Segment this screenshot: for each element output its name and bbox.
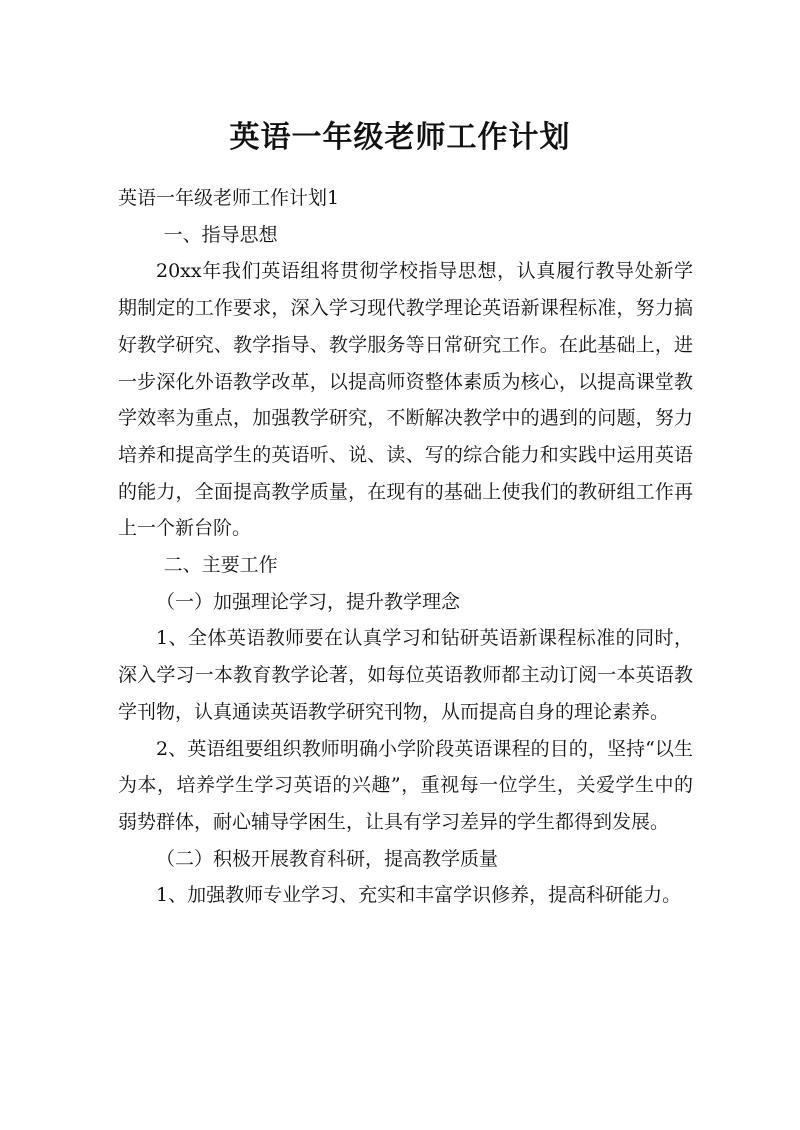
- document-subtitle: 英语一年级老师工作计划1: [118, 187, 340, 209]
- subsection-heading-theory-study: （一）加强理论学习，提升教学理念: [156, 590, 461, 613]
- list-item-2: 2、英语组要组织教师明确小学阶段英语课程的目的，坚持“以生为本，培养学生学习英语的兴趣”，重视每一位学生，关爱学生中的弱势群体，耐心辅导学困生，让具有学习差异的学生都得到发展。: [118, 737, 693, 833]
- section-heading-guiding-ideology: 一、指导思想: [163, 223, 278, 246]
- list-item-1: 1、全体英语教师要在认真学习和钻研英语新课程标准的同时，深入学习一本教育教学论著，如每位英语教师都主动订阅一本英语教学刊物，认真通读英语教学研究刊物，从而提高自身的理论素养。: [118, 627, 693, 723]
- paragraph-guiding-ideology: 20xx年我们英语组将贯彻学校指导思想，认真履行教导处新学期制定的工作要求，深入学习现代教学理论英语新课程标准，努力搞好教学研究、教学指导、教学服务等日常研究工作。在此基础上，进一步深化外语教学改革，以提高师资整体素质为核心，以提高课堂教学效率为重点，加强教学研究，不断解决教学中的遇到的问题，努力培养和提高学生的英语听、说、读、写的综合能力和实践中运用英语的能力，全面提高教学质量，在现有的基础上使我们的教研组工作再上一个新台阶。: [118, 260, 693, 540]
- document-body: [118, 180, 693, 914]
- section-heading-main-work: 二、主要工作: [163, 554, 278, 577]
- list-item-3: 1、加强教师专业学习、充实和丰富学识修养，提高科研能力。: [156, 884, 682, 907]
- document-title: 英语一年级老师工作计划: [229, 120, 571, 155]
- subsection-heading-research: （二）积极开展教育科研，提高教学质量: [156, 847, 499, 870]
